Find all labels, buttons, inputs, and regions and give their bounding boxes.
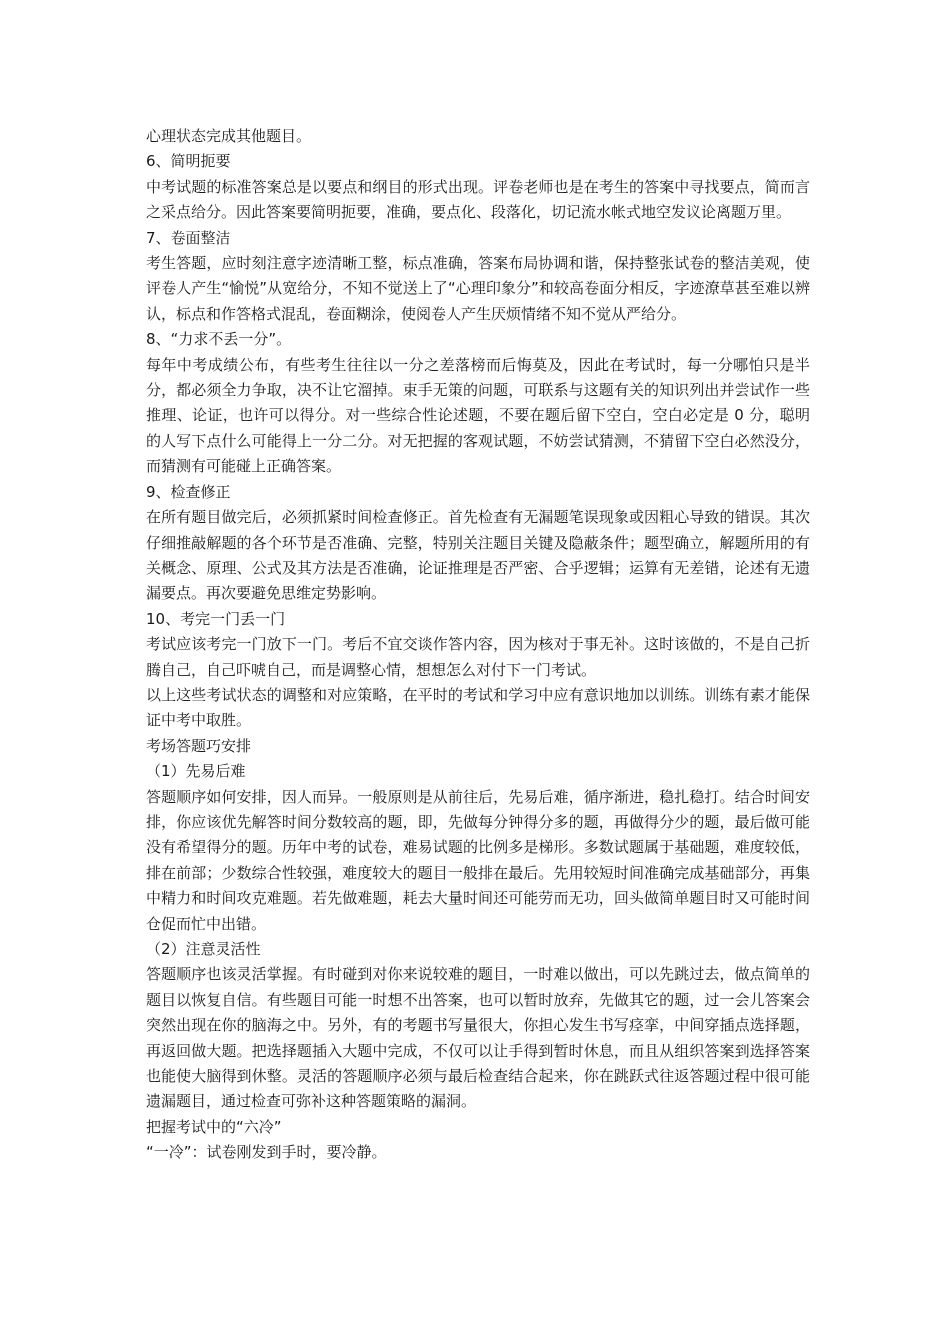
heading-9-check: 9、检查修正	[146, 482, 231, 501]
document-page	[146, 124, 810, 1166]
paragraph-next-subject: 考试应该考完一门放下一门。考后不宜交谈作答内容，因为核对于事无补。这时该做的，不是自己折腾自己，自己吓唬自己，而是调整心情，想想怎么对付下一门考试。	[146, 635, 810, 679]
heading-exam-arrangement: 考场答题巧安排	[146, 736, 252, 755]
heading-6-concise: 6、简明扼要	[146, 152, 231, 171]
paragraph-concise: 中考试题的标准答案总是以要点和纲目的形式出现。评卷老师也是在考生的答案中寻找要点，简而言之采点给分。因此答案要简明扼要，准确，要点化、段落化，切记流水帐式地空发议论离题万里。	[146, 177, 810, 222]
paragraph-easy-first: 答题顺序如何安排，因人而异。一般原则是从前往后，先易后难，循序渐进，稳扎稳打。结合时间安排，你应该优先解答时间分数较高的题，即，先做每分钟得分多的题，再做得分少的题，最后做可能没有希望得分的题。历年中考的试卷，难易试题的比例多是梯形。多数试题属于基础题，难度较低，排在前部；少数综合性较强，难度较大的题目一般排在最后。先用较短时间准确完成基础部分，再集中精力和时间攻克难题。若先做难题，耗去大量时间还可能劳而无功，回头做简单题目时又可能时间仓促而忙中出错。	[146, 787, 810, 933]
subheading-easy-first: （1）先易后难	[146, 762, 246, 781]
subheading-flexibility: （2）注意灵活性	[146, 940, 261, 958]
heading-six-calm: 把握考试中的“六冷”	[146, 1117, 282, 1136]
paragraph-first-calm: “一冷”：试卷刚发到手时，要冷静。	[146, 1143, 387, 1162]
paragraph-neat-paper: 考生答题，应时刻注意字迹清晰工整，标点准确，答案布局协调和谐，保持整张试卷的整洁美观，使评卷人产生“愉悦”从宽给分，不知不觉送上了“心理印象分”和较高卷面分相反，字迹潦草甚至难以辨认，标点和作答格式混乱，卷面糊涂，使阅卷人产生厌烦情绪不知不觉从严给分。	[146, 254, 810, 323]
paragraph-summary: 以上这些考试状态的调整和对应策略，在平时的考试和学习中应有意识地加以训练。训练有素才能保证中考中取胜。	[146, 685, 810, 730]
paragraph-continuation: 心理状态完成其他题目。	[146, 127, 312, 145]
heading-10-next-subject: 10、考完一门丢一门	[146, 609, 286, 628]
heading-8-every-point: 8、“力求不丢一分”。	[146, 330, 292, 349]
heading-7-neat-paper: 7、卷面整洁	[146, 228, 231, 247]
paragraph-every-point: 每年中考成绩公布，有些考生往往以一分之差落榜而后悔莫及，因此在考试时，每一分哪怕只是半分，都必须全力争取，决不让它溜掉。束手无策的问题，可联系与这题有关的知识列出并尝试作一些推理、论证，也许可以得分。对一些综合性论述题，不要在题后留下空白，空白必定是 0 分，聪明的人写下点什么可能得上一分二分。对无把握的客观试题，不妨尝试猜测，不猜留下空白必然没分，而猜测有可能碰上正确答案。	[146, 355, 810, 476]
paragraph-flexibility: 答题顺序也该灵活掌握。有时碰到对你来说较难的题目，一时难以做出，可以先跳过去，做点简单的题目以恢复自信。有些题目可能一时想不出答案，也可以暂时放弃，先做其它的题，过一会儿答案会突然出现在你的脑海之中。另外，有的考题书写量很大，你担心发生书写痉挛，中间穿插点选择题，再返回做大题。把选择题插入大题中完成，不仅可以让手得到暂时休息，而且从组织答案到选择答案也能使大脑得到休整。灵活的答题顺序必须与最后检查结合起来，你在跳跃式往返答题过程中很可能遗漏题目，通过检查可弥补这种答题策略的漏洞。	[146, 965, 810, 1111]
paragraph-check: 在所有题目做完后，必须抓紧时间检查修正。首先检查有无漏题笔误现象或因粗心导致的错误。其次仔细推敲解题的各个环节是否准确、完整，特别关注题目关键及隐蔽条件；题型确立，解题所用的有关概念、原理、公式及其方法是否准确，论证推理是否严密、合乎逻辑；运算有无差错，论述有无遗漏要点。再次要避免思维定势影响。	[146, 508, 810, 603]
